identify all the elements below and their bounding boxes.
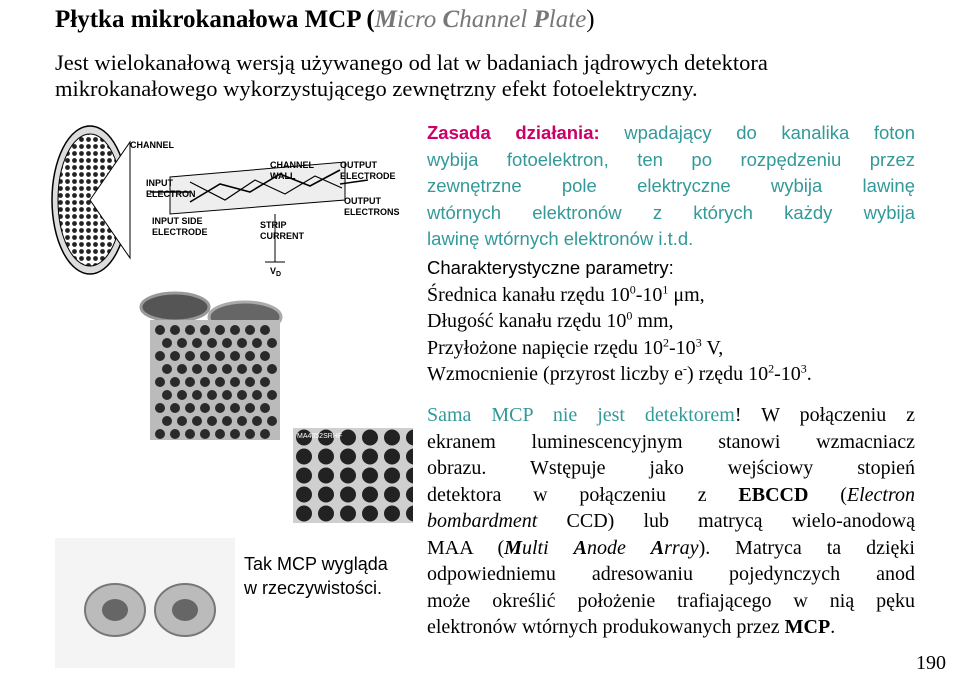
svg-text:WALL: WALL xyxy=(270,171,296,181)
principle-section: Zasada działania: wpadający do kanalika foton wybija fotoelektron, ten po rozpędzeniu przez zewnętrzne pole elektryczne wybija lawinę wtórnych elektronów z których każdy wybija lawinę wtórnych elektronów i.t.d. xyxy=(427,122,915,249)
label-input-electron: INPUT xyxy=(146,178,173,188)
label-output-electrons: OUTPUT xyxy=(344,196,381,206)
svg-text:ELECTRODE: ELECTRODE xyxy=(340,171,396,181)
mcp-holder-photo xyxy=(55,538,235,668)
usage-section: Sama MCP nie jest detektorem! W połączeniu z ekranem luminescencyjnym stanowi wzmacniacz obrazu. Wstępuje jako wejściowy stopień detektora w połączeniu z EBCCD (Electron bombardment CCD) lub matrycą wielo-anodową MAA (Multi Anode Array). Matryca ta dzięki odpowiedniemu adresowaniu pojedynczych anod może określić położenie trafiającego w nią pęku elektronów wtórnych produkowanych przez MCP. xyxy=(427,404,916,638)
label-channel: CHANNEL xyxy=(130,140,174,150)
svg-text:ELECTRON: ELECTRON xyxy=(146,189,196,199)
photo-caption: Tak MCP wygląda w rzeczywistości. xyxy=(244,554,388,598)
parameters-heading: Charakterystyczne parametry: xyxy=(427,257,674,278)
principle-heading: Zasada działania: xyxy=(427,122,600,143)
sem-image-large xyxy=(150,320,280,440)
mcp-diagram-figure xyxy=(50,122,410,280)
svg-text:ELECTRONS: ELECTRONS xyxy=(344,207,400,217)
parameters-section: Charakterystyczne parametry: Średnica kanału rzędu $10^0-10^1$ μm, Długość kanału rzędu $10^0$ mm, Przyłożone napięcie rzędu $10^2-10^3$ V, Wzmocnienie (przyrost liczby e-) rzędu $10^2-10^3$. xyxy=(427,255,915,388)
label-output-electrode: OUTPUT xyxy=(340,160,377,170)
label-vd: $V_D$ xyxy=(270,266,282,278)
sem-label: MA4052SRHF xyxy=(297,433,343,440)
label-strip-current: STRIP xyxy=(260,220,287,230)
intro-text: Jest wielokanałową wersją używanego od lat w badaniach jądrowych detektora mikrokanałowego wykorzystującego zewnętrzny efekt fotoelektryczny. xyxy=(55,50,768,101)
label-channel-wall: CHANNEL xyxy=(270,160,314,170)
page-number: 190 xyxy=(916,652,946,674)
svg-text:CURRENT: CURRENT xyxy=(260,231,304,241)
page-title: Płytka mikrokanałowa MCP (Micro Channel Plate) xyxy=(55,6,595,33)
mcp-diagram xyxy=(50,122,410,280)
label-input-side: INPUT SIDE xyxy=(152,216,203,226)
sem-image-zoom xyxy=(293,428,413,523)
svg-text:ELECTRODE: ELECTRODE xyxy=(152,227,208,237)
